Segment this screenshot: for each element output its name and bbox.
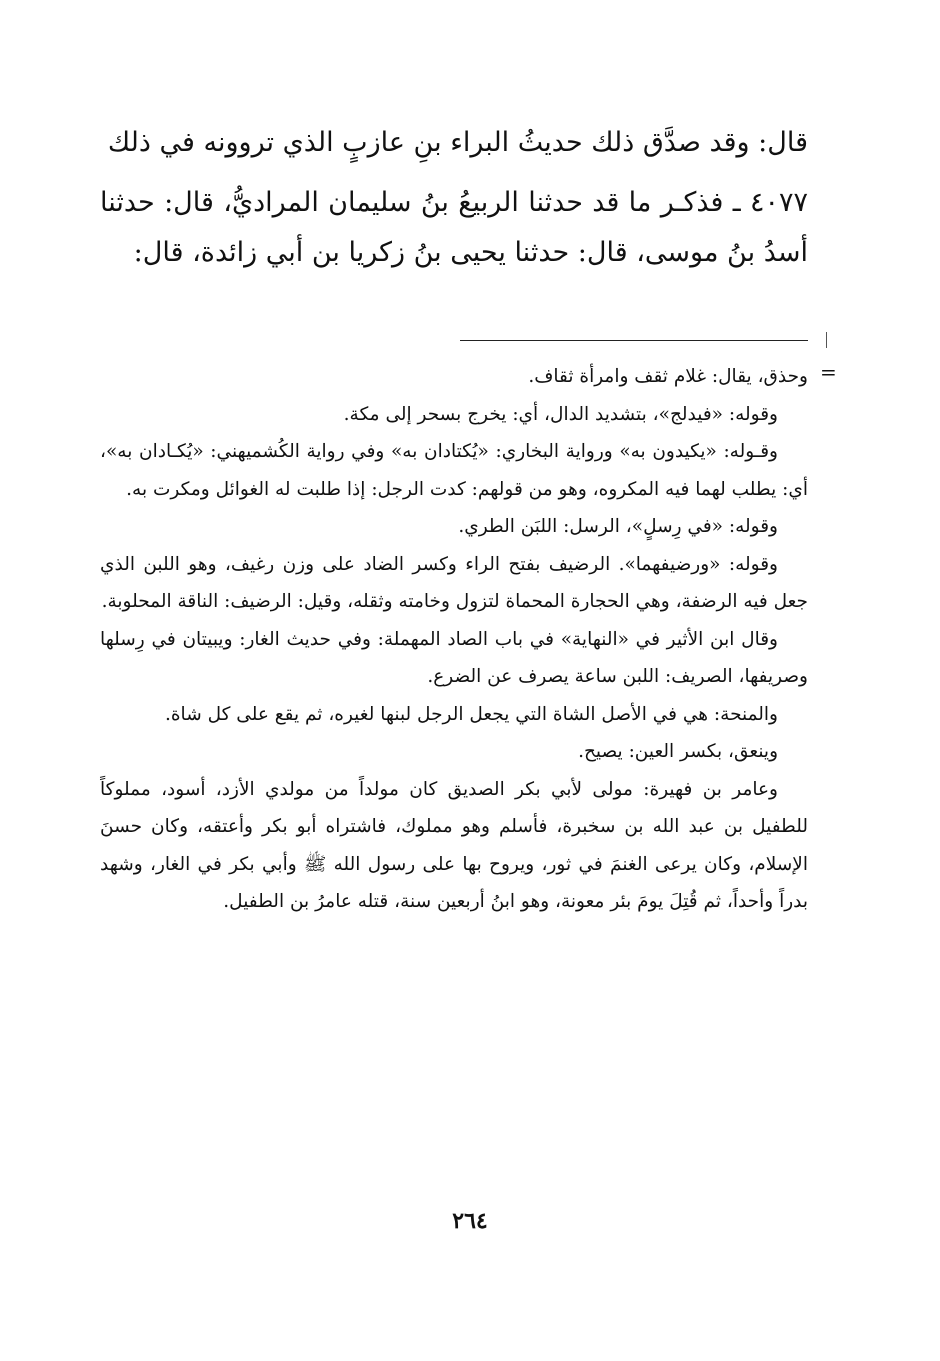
footnotes [100, 358, 808, 921]
main-text [100, 118, 808, 288]
footnote-paragraph: وقـوله: «يكيدون به» ورواية البخاري: «يُكتادان به» وفي رواية الكُشميهني: «يُكـادان به»، أي: يطلب لهما فيه المكروه، وهو من قولهم: كدت الرجل: إذا طلبت له الغوائل ومكرت به. [100, 441, 808, 500]
margin-mark [826, 332, 827, 348]
page-number: ٢٦٤ [452, 1208, 488, 1234]
main-paragraph-1: قال: وقد صدَّق ذلك حديثُ البراء بنِ عازبٍ الذي تروونه في ذلك [107, 127, 808, 158]
footnote-paragraph: والمنحة: هي في الأصل الشاة التي يجعل الرجل لبنها لغيره، ثم يقع على كل شاة. [164, 703, 778, 725]
footnote-paragraph: وقوله: «فيدلج»، بتشديد الدال، أي: يخرج بسحر إلى مكة. [343, 403, 778, 425]
footnote-paragraph: وحذق، يقال: غلام ثقف وامرأة ثقاف. [528, 366, 808, 387]
footnote-paragraph: وعامر بن فهيرة: مولى لأبي بكر الصديق كان مولداً من مولدي الأزد، أسود، مملوكاً للطفيل بن عبد الله بن سخبرة، فأسلم وهو مملوك، فاشتراه أبو بكر وأعتقه، وكان حسنَ الإسلام، وكان يرعى الغنمَ في ثور، ويروح بها على رسول الله ﷺ وأبي بكر في الغار، وشهد بدراً وأحداً، ثم قُتِلَ يومَ بئر معونة، وهو ابنُ أربعين سنة، قتله عامرُ بن الطفيل. [100, 778, 808, 912]
footnote-paragraph: وينعق، بكسر العين: يصيح. [578, 741, 778, 762]
footnote-paragraph: وقوله: «في رِسلٍ»، الرسل: اللبَن الطري. [458, 516, 778, 537]
footnote-continuation-marker: = [820, 360, 837, 384]
footnote-separator [460, 340, 808, 341]
footnote-paragraph: وقال ابن الأثير في «النهاية» في باب الصاد المهملة: وفي حديث الغار: ويبيتان في رِسلها وصريفها، الصريف: اللبن ساعة يصرف عن الضرع. [100, 628, 808, 687]
hadith-4077-paragraph: ٤٠٧٧ ـ فذكـر ما قد حدثنا الربيعُ بنُ سليمان المراديُّ، قال: حدثنا أسدُ بنُ موسى، قال: حدثنا يحيى بنُ زكريا بن أبي زائدة، قال: [100, 187, 808, 268]
footnote-paragraph: وقوله: «ورضيفهما». الرضيف بفتح الراء وكسر الضاد على وزن رغيف، وهو اللبن الذي جعل فيه الرضفة، وهي الحجارة المحماة لتزول وخامته وثقله، وقيل: الرضيف: الناقة المحلوبة. [100, 553, 808, 612]
